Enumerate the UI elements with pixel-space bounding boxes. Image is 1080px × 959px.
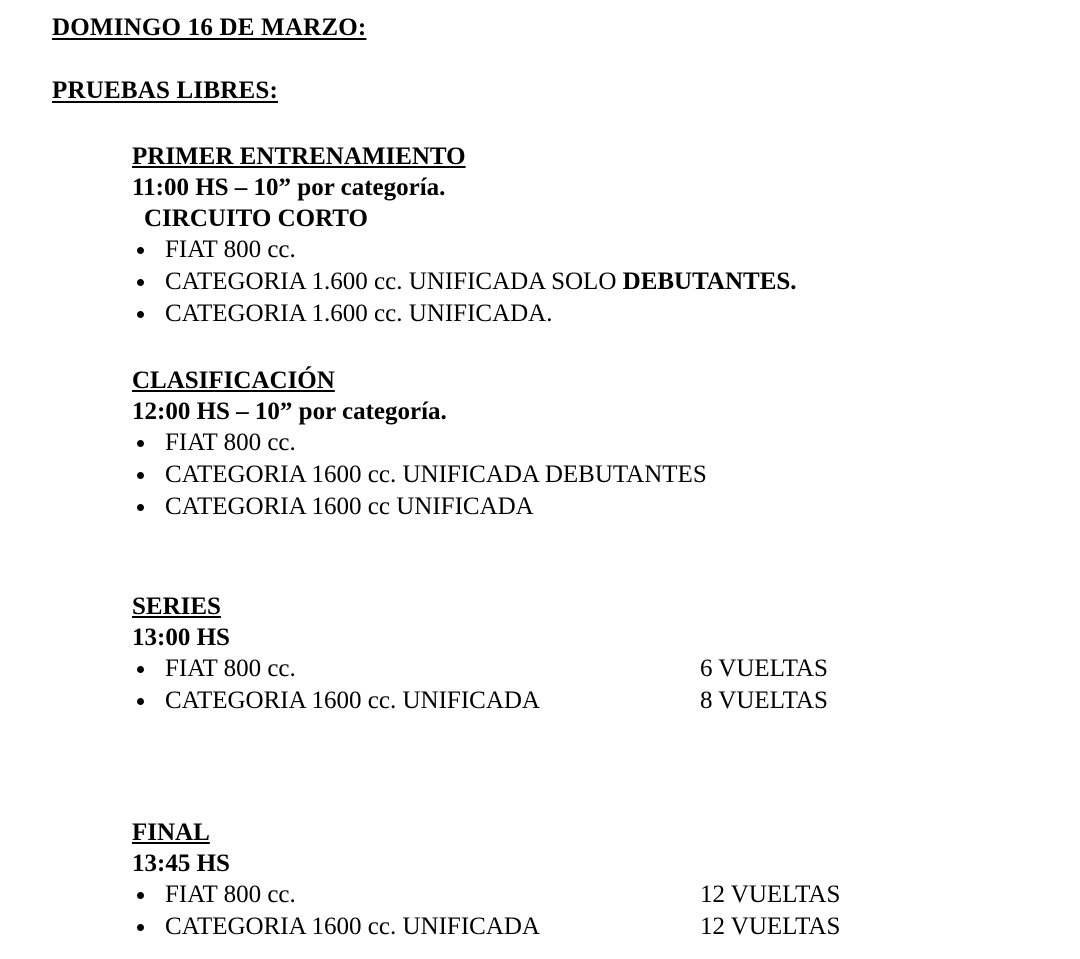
section-title-series xyxy=(132,592,1032,622)
list-item xyxy=(132,491,1032,523)
list-item-laps: 8 VUELTAS xyxy=(700,687,828,714)
list-item xyxy=(132,234,1032,266)
list-item xyxy=(132,266,1032,298)
bullet-list-final xyxy=(132,879,1032,943)
section-clasificacion xyxy=(132,366,1032,523)
list-item xyxy=(132,685,1032,717)
bullet-icon xyxy=(137,892,144,899)
section-title-clasificaci-n xyxy=(132,366,1032,396)
list-item xyxy=(132,427,1032,459)
bullet-list-clasificaci-n xyxy=(132,427,1032,523)
list-item-label: FIAT 800 cc. xyxy=(165,655,296,682)
section-final xyxy=(132,818,1032,943)
list-item-label: CATEGORIA 1600 cc. UNIFICADA DEBUTANTES xyxy=(165,461,707,488)
list-item xyxy=(132,459,1032,491)
list-item-label-emphasis: DEBUTANTES. xyxy=(622,268,797,295)
list-item-label xyxy=(165,266,797,298)
list-item xyxy=(132,879,1032,911)
list-item-laps: 12 VUELTAS xyxy=(700,913,841,940)
section-primer-entrenamiento xyxy=(132,142,1032,330)
section-time-final: 13:45 HS xyxy=(132,850,230,877)
bullet-icon xyxy=(137,472,144,479)
bullet-icon xyxy=(137,440,144,447)
list-item-laps: 12 VUELTAS xyxy=(700,881,841,908)
list-item-label: FIAT 800 cc. xyxy=(165,881,296,908)
bullet-list-series xyxy=(132,653,1032,717)
list-item xyxy=(132,298,1032,330)
day-heading xyxy=(52,14,366,42)
section-series xyxy=(132,592,1032,717)
day-heading-text: DOMINGO 16 DE MARZO: xyxy=(52,14,367,41)
section-title-text: PRIMER ENTRENAMIENTO xyxy=(132,143,466,170)
section-title-final xyxy=(132,818,1032,848)
bullet-icon xyxy=(137,666,144,673)
bullet-icon xyxy=(137,279,144,286)
bullet-list-primer-entrenamiento xyxy=(132,234,1032,330)
bullet-icon xyxy=(137,247,144,254)
list-item-label: CATEGORIA 1600 cc. UNIFICADA xyxy=(165,687,540,714)
list-item-label: CATEGORIA 1600 cc UNIFICADA xyxy=(165,493,534,520)
list-item-label: CATEGORIA 1600 cc. UNIFICADA xyxy=(165,913,540,940)
bullet-icon xyxy=(137,504,144,511)
list-item xyxy=(132,911,1032,943)
section-time-series: 13:00 HS xyxy=(132,624,230,651)
section-title-text: CLASIFICACIÓN xyxy=(132,367,335,394)
section-time-primer-entrenamiento: 11:00 HS – 10” por categoría. xyxy=(132,174,446,201)
category-heading xyxy=(52,77,278,105)
section-title-text: SERIES xyxy=(132,593,221,620)
list-item-label-plain: CATEGORIA 1.600 cc. UNIFICADA SOLO xyxy=(165,268,623,295)
list-item-laps: 6 VUELTAS xyxy=(700,655,828,682)
section-title-text: FINAL xyxy=(132,819,210,846)
list-item-label: FIAT 800 cc. xyxy=(165,236,296,263)
section-title-primer-entrenamiento xyxy=(132,142,1032,172)
list-item-label: CATEGORIA 1.600 cc. UNIFICADA. xyxy=(165,300,553,327)
section-subtitle-primer-entrenamiento: CIRCUITO CORTO xyxy=(144,205,368,232)
section-time-clasificaci-n: 12:00 HS – 10” por categoría. xyxy=(132,398,447,425)
bullet-icon xyxy=(137,311,144,318)
bullet-icon xyxy=(137,924,144,931)
list-item-label: FIAT 800 cc. xyxy=(165,429,296,456)
category-heading-text: PRUEBAS LIBRES: xyxy=(52,77,278,104)
bullet-icon xyxy=(137,698,144,705)
list-item xyxy=(132,653,1032,685)
